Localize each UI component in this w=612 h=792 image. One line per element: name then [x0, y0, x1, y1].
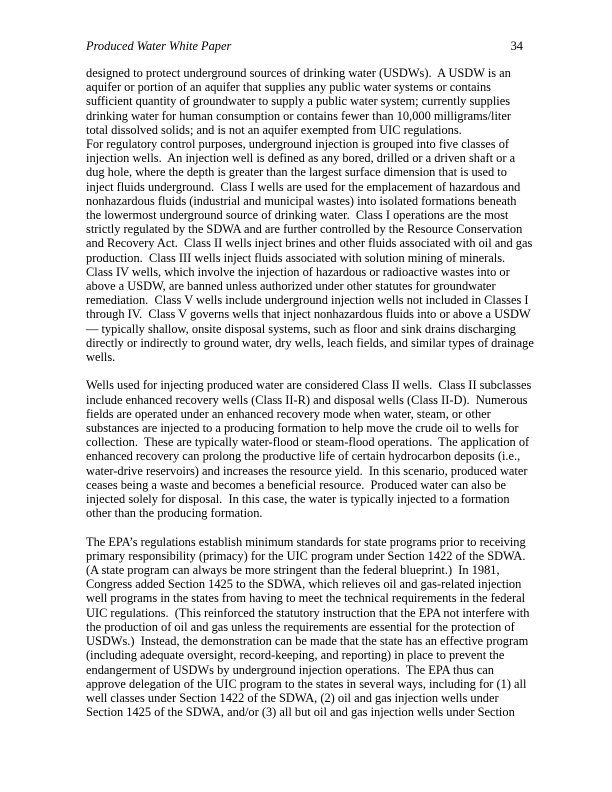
body-paragraph: designed to protect underground sources of drinking water (USDWs). A USDW is an aquifer or portion of an aquifer that supplies any public water systems or contains sufficient quantity of groundwater to supply a public water system; currently supplies drinking water for human consumption or contains fewer than 10,000 milligrams/liter total dissolved solids; and is not an aquifer exempted from UIC regulations. [86, 66, 515, 137]
page-header [86, 39, 534, 53]
body-paragraph: Wells used for injecting produced water are considered Class II wells. Class II subclasses include enhanced recovery wells (Class II-R) and disposal wells (Class II-D). Numerous fields are operated under an enhanced recovery mode when water, steam, or other substances are injected to a producing formation to help move the crude oil to wells for collection. These are typically water-flood or steam-flood operations. The application of enhanced recovery can prolong the productive life of certain hydrocarbon deposits (i.e., water-drive reservoirs) and increases the resource yield. In this scenario, produced water ceases being a waste and becomes a beneficial resource. Produced water can also be injected solely for disposal. In this case, the water is typically injected to a formation other than the producing formation. [86, 378, 535, 521]
page-body [86, 66, 537, 720]
page-number: 34 [510, 39, 523, 53]
running-header-title: Produced Water White Paper [86, 39, 232, 53]
body-paragraph: For regulatory control purposes, underground injection is grouped into five classes of injection wells. An injection well is defined as any bored, drilled or a driven shaft or a dug hole, where the depth is greater than the largest surface dimension that is used to inject fluids underground. Class I wells are used for the emplacement of hazardous and nonhazardous fluids (industrial and municipal wastes) into isolated formations beneath the lowermost underground source of drinking water. Class I operations are the most strictly regulated by the SDWA and are further controlled by the Resource Conservation and Recovery Act. Class II wells inject brines and other fluids associated with oil and gas production. Class III wells inject fluids associated with solution mining of minerals. Class IV wells, which involve the injection of hazardous or radioactive wastes into or above a USDW, are banned unless authorized under other statutes for groundwater remediation. Class V wells include underground injection wells not included in Classes I through IV. Class V governs wells that inject nonhazardous fluids into or above a USDW — typically shallow, onsite disposal systems, such as floor and sink drains discharging directly or indirectly to ground water, dry wells, leach fields, and similar types of drainage wells. [86, 137, 537, 365]
body-paragraph: The EPA’s regulations establish minimum standards for state programs prior to receiving primary responsibility (primacy) for the UIC program under Section 1422 of the SDWA. (A state program can always be more stringent than the federal blueprint.) In 1981, Congress added Section 1425 to the SDWA, which relieves oil and gas-related injection well programs in the states from having to meet the technical requirements in the federal UIC regulations. (This reinforced the statutory instruction that the EPA not interfere with the production of oil and gas unless the requirements are essential for the protection of USDWs.) Instead, the demonstration can be made that the state has an effective program (including adequate oversight, record-keeping, and reporting) in place to prevent the endangerment of USDWs by underground injection operations. The EPA thus can approve delegation of the UIC program to the states in several ways, including for (1) all well classes under Section 1422 of the SDWA, (2) oil and gas injection wells under Section 1425 of the SDWA, and/or (3) all but oil and gas injection wells under Section [86, 534, 533, 720]
